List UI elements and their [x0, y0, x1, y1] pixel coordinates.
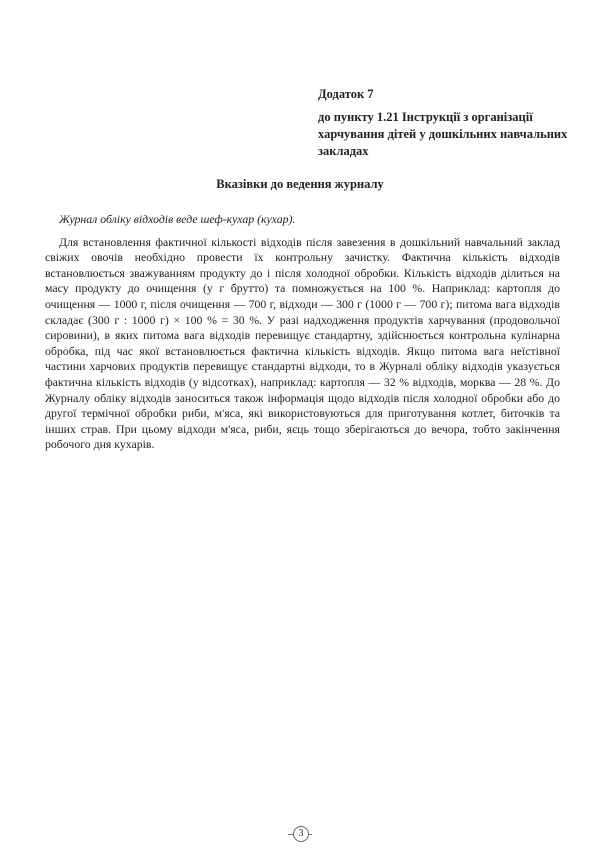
body-text — [45, 212, 560, 453]
intro-paragraph: Журнал обліку відходів веде шеф-кухар (кухар). — [59, 212, 296, 226]
appendix-reference: до пункту 1.21 Інструкції з організації харчування дітей у дошкільних навчальних закладах — [318, 110, 568, 158]
main-paragraph: Для встановлення фактичної кількості відходів після завезення в дошкільний навчальний заклад свіжих овочів необхідно провести їх контрольну зачистку. Фактична кількість відходів встановлюється зважуванням продукту до і після холодної обробки. Кількість відходів ділиться на масу продукту до очищення (у г брутто) та помножується на 100 %. Наприклад: картопля до очищення — 1000 г, після очищення — 700 г, відходи — 300 г (1000 г — 700 г); питома вага відходів складає (300 г : 1000 г) × 100 % = 30 %. У разі надходження продуктів харчування (продовольчої сировини), в яких питома вага відходів перевищує стандартну, здійснюється контрольна кулінарна обробка, під час якої встановлюється фактична кількість відходів. Якщо питома вага неїстівної частини харчових продуктів перевищує стандартні відходи, то в Журналі обліку відходів указується фактична кількість відходів (у відсотках), наприклад: картопля — 32 % відходів, морква — 28 %. До Журналу обліку відходів заноситься також інформація щодо відходів після холодної обробки або до другої термічної обробки риби, м'яса, які використовуються для приготування котлет, биточків та інших страв. При цьому відходи м'яса, риби, яєць тощо зберігаються до вечора, тобто закінчення робочого дня кухарів. — [45, 234, 560, 452]
appendix-title: Додаток 7 — [318, 87, 374, 101]
appendix-block — [318, 86, 580, 160]
page-number-marker — [288, 826, 312, 842]
page-number: 3 — [293, 826, 309, 842]
section-heading: Вказівки до ведення журналу — [216, 177, 384, 191]
